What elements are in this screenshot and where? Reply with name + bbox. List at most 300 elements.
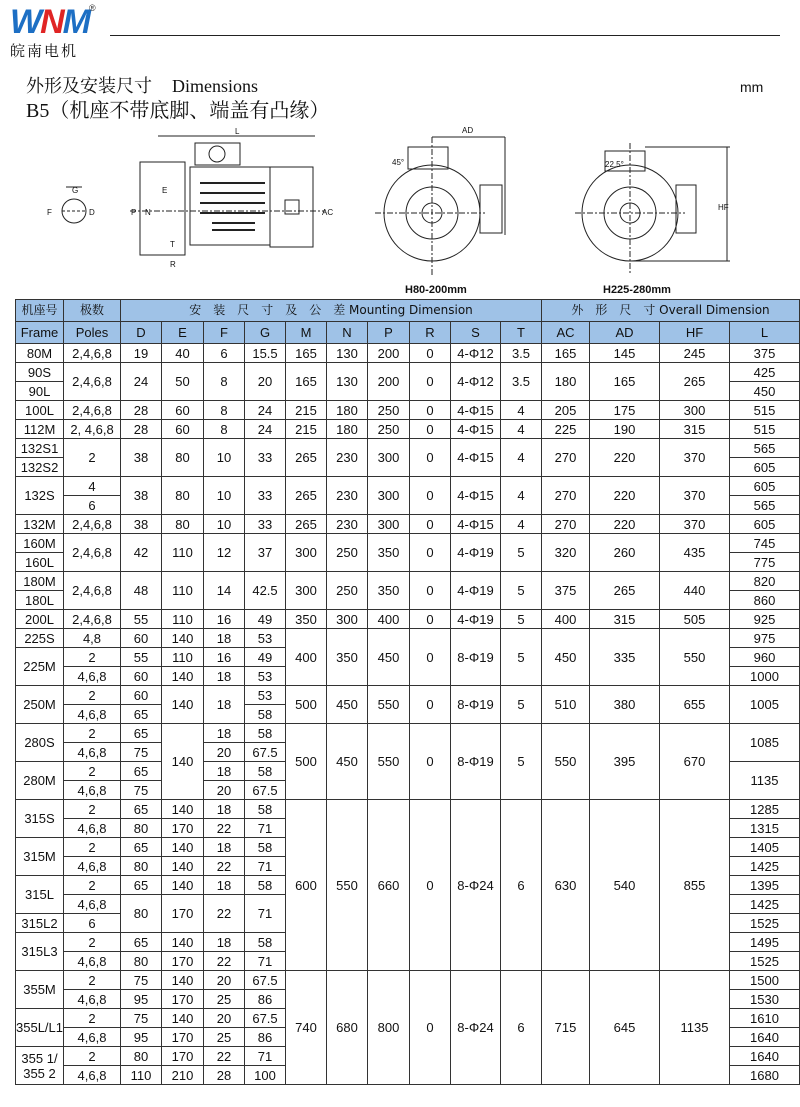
table-cell: 605 [730, 458, 800, 477]
table-cell: 370 [660, 515, 730, 534]
logo-m: M [62, 3, 89, 41]
table-cell: 60 [121, 686, 162, 705]
table-cell: 75 [121, 743, 162, 762]
table-cell: 375 [730, 344, 800, 363]
label-l: L [235, 127, 240, 136]
table-cell: 60 [162, 401, 204, 420]
table-cell: 65 [121, 876, 162, 895]
table-cell: 4-Φ19 [451, 610, 501, 629]
table-cell: 375 [542, 572, 590, 610]
table-cell: 18 [204, 838, 245, 857]
table-cell: 450 [368, 629, 410, 686]
motor-dimension-drawings [0, 115, 800, 295]
table-cell: 645 [590, 971, 660, 1085]
table-cell: 630 [542, 800, 590, 971]
column-header-f: F [204, 322, 245, 344]
table-cell: 20 [204, 971, 245, 990]
table-cell: 4-Φ19 [451, 534, 501, 572]
table-cell: 450 [327, 724, 368, 800]
table-cell: 215 [286, 401, 327, 420]
table-cell: 2 [64, 1009, 121, 1028]
table-cell: 4-Φ12 [451, 363, 501, 401]
table-cell: 225S [16, 629, 64, 648]
table-cell: 180 [327, 401, 368, 420]
table-cell: 90L [16, 382, 64, 401]
table-cell: 18 [204, 762, 245, 781]
table-cell: 71 [245, 857, 286, 876]
table-cell: 270 [542, 515, 590, 534]
logo-n: N [40, 3, 63, 41]
table-cell: 8-Φ19 [451, 686, 501, 724]
table-cell: 80 [121, 819, 162, 838]
table-cell: 67.5 [245, 781, 286, 800]
table-cell: 6 [501, 800, 542, 971]
section-title [26, 76, 258, 97]
table-cell: 80 [121, 1047, 162, 1066]
table-cell: 250 [327, 534, 368, 572]
table-cell: 1525 [730, 952, 800, 971]
table-cell: 145 [590, 344, 660, 363]
table-cell: 370 [660, 477, 730, 515]
table-row [16, 572, 800, 591]
table-cell: 265 [590, 572, 660, 610]
table-cell: 58 [245, 933, 286, 952]
table-cell: 132S [16, 477, 64, 515]
table-row [16, 515, 800, 534]
table-cell: 1530 [730, 990, 800, 1009]
table-cell: 2 [64, 800, 121, 819]
column-header-r: R [410, 322, 451, 344]
table-cell: 280M [16, 762, 64, 800]
table-cell: 4,6,8 [64, 819, 121, 838]
table-cell: 550 [660, 629, 730, 686]
table-cell: 4 [501, 439, 542, 477]
table-cell: 71 [245, 952, 286, 971]
table-cell: 130 [327, 344, 368, 363]
table-cell: 140 [162, 800, 204, 819]
column-header-e: E [162, 322, 204, 344]
table-cell: 65 [121, 724, 162, 743]
table-row [16, 420, 800, 439]
table-cell: 0 [410, 477, 451, 515]
table-cell: 25 [204, 990, 245, 1009]
table-cell: 5 [501, 724, 542, 800]
table-cell: 18 [204, 686, 245, 724]
label-n: N [145, 208, 151, 217]
table-cell: 14 [204, 572, 245, 610]
table-cell: 1610 [730, 1009, 800, 1028]
table-cell: 2 [64, 439, 121, 477]
table-cell: 20 [204, 743, 245, 762]
table-cell: 220 [590, 515, 660, 534]
table-cell: 5 [501, 534, 542, 572]
table-cell: 58 [245, 838, 286, 857]
table-cell: 42.5 [245, 572, 286, 610]
table-row [16, 724, 800, 743]
table-cell: 1135 [660, 971, 730, 1085]
table-cell: 2 [64, 762, 121, 781]
table-cell: 800 [368, 971, 410, 1085]
table-cell: 1005 [730, 686, 800, 724]
table-cell: 4,8 [64, 629, 121, 648]
table-cell: 605 [730, 477, 800, 496]
table-cell: 80 [121, 895, 162, 933]
table-cell: 200 [368, 344, 410, 363]
table-cell: 165 [542, 344, 590, 363]
table-cell: 300 [368, 477, 410, 515]
table-cell: 655 [660, 686, 730, 724]
title-en: Dimensions [172, 76, 259, 96]
table-cell: 140 [162, 724, 204, 800]
table-cell: 4 [501, 477, 542, 515]
label-f: F [47, 208, 52, 217]
table-cell: 24 [121, 363, 162, 401]
table-cell: 4,6,8 [64, 781, 121, 800]
table-cell: 205 [542, 401, 590, 420]
table-cell: 67.5 [245, 743, 286, 762]
table-cell: 2 [64, 971, 121, 990]
table-cell: 0 [410, 439, 451, 477]
table-cell: 75 [121, 781, 162, 800]
table-cell: 33 [245, 515, 286, 534]
table-cell: 315 [660, 420, 730, 439]
table-cell: 425 [730, 363, 800, 382]
table-cell: 210 [162, 1066, 204, 1085]
front-view-large-drawing [575, 143, 730, 275]
table-cell: 2 [64, 724, 121, 743]
table-cell: 2,4,6,8 [64, 401, 121, 420]
table-row [16, 401, 800, 420]
table-cell: 265 [660, 363, 730, 401]
table-cell: 75 [121, 971, 162, 990]
table-cell: 6 [64, 496, 121, 515]
table-cell: 170 [162, 895, 204, 933]
table-cell: 160L [16, 553, 64, 572]
table-cell: 180L [16, 591, 64, 610]
table-cell: 18 [204, 876, 245, 895]
table-cell: 65 [121, 800, 162, 819]
table-cell: 80 [162, 439, 204, 477]
label-ac: AC [322, 208, 334, 217]
table-cell: 110 [121, 1066, 162, 1085]
table-cell: 48 [121, 572, 162, 610]
table-cell: 8-Φ19 [451, 629, 501, 686]
table-cell: 270 [542, 439, 590, 477]
section-subtitle: B5（机座不带底脚、端盖有凸缘） [26, 100, 330, 122]
table-cell: 58 [245, 800, 286, 819]
table-cell: 4 [64, 477, 121, 496]
table-cell: 190 [590, 420, 660, 439]
table-cell: 110 [162, 534, 204, 572]
table-cell: 40 [162, 344, 204, 363]
table-row [16, 686, 800, 705]
table-cell: 22 [204, 857, 245, 876]
column-header-t: T [501, 322, 542, 344]
table-cell: 165 [590, 363, 660, 401]
table-cell: 170 [162, 1028, 204, 1047]
table-cell: 71 [245, 819, 286, 838]
table-cell: 5 [501, 610, 542, 629]
table-cell: 140 [162, 686, 204, 724]
table-cell: 2, 4,6,8 [64, 420, 121, 439]
table-cell: 53 [245, 629, 286, 648]
table-cell: 58 [245, 876, 286, 895]
table-cell: 4-Φ15 [451, 401, 501, 420]
table-cell: 855 [660, 800, 730, 971]
table-cell: 170 [162, 952, 204, 971]
table-cell: 90S [16, 363, 64, 382]
table-cell: 80 [121, 857, 162, 876]
table-cell: 18 [204, 724, 245, 743]
table-cell: 58 [245, 705, 286, 724]
table-cell: 22 [204, 895, 245, 933]
table-cell: 86 [245, 990, 286, 1009]
table-cell: 2,4,6,8 [64, 515, 121, 534]
table-cell: 60 [121, 667, 162, 686]
table-cell: 2 [64, 838, 121, 857]
table-cell: 165 [286, 363, 327, 401]
table-cell: 200L [16, 610, 64, 629]
table-row [16, 363, 800, 382]
table-cell: 740 [286, 971, 327, 1085]
column-header-g: G [245, 322, 286, 344]
table-cell: 435 [660, 534, 730, 572]
shaft-section-drawing [47, 186, 95, 223]
label-p: P [131, 208, 137, 217]
table-cell: 250M [16, 686, 64, 724]
table-cell: 1500 [730, 971, 800, 990]
table-cell: 220 [590, 477, 660, 515]
table-cell: 80 [162, 477, 204, 515]
table-row [16, 800, 800, 819]
table-cell: 440 [660, 572, 730, 610]
table-cell: 315 [590, 610, 660, 629]
table-cell: 660 [368, 800, 410, 971]
table-cell: 6 [501, 971, 542, 1085]
table-cell: 65 [121, 762, 162, 781]
table-cell: 42 [121, 534, 162, 572]
column-header-hf: HF [660, 322, 730, 344]
table-cell: 175 [590, 401, 660, 420]
table-cell: 170 [162, 1047, 204, 1066]
table-cell: 2,4,6,8 [64, 534, 121, 572]
front-view-small-drawing [375, 126, 505, 275]
title-cn: 外形及安装尺寸 [26, 76, 152, 96]
table-cell: 16 [204, 610, 245, 629]
table-cell: 315L [16, 876, 64, 914]
table-cell: 1285 [730, 800, 800, 819]
table-cell: 8-Φ24 [451, 800, 501, 971]
table-cell: 49 [245, 610, 286, 629]
table-cell: 2,4,6,8 [64, 610, 121, 629]
table-cell: 112M [16, 420, 64, 439]
unit-label: mm [740, 79, 764, 95]
table-cell: 1640 [730, 1047, 800, 1066]
table-cell: 4-Φ19 [451, 572, 501, 610]
table-cell: 20 [204, 781, 245, 800]
table-cell: 8 [204, 420, 245, 439]
table-cell: 350 [368, 572, 410, 610]
table-cell: 0 [410, 610, 451, 629]
table-cell: 2,4,6,8 [64, 344, 121, 363]
table-cell: 670 [660, 724, 730, 800]
table-cell: 315M [16, 838, 64, 876]
table-cell: 4-Φ15 [451, 420, 501, 439]
table-cell: 4 [501, 401, 542, 420]
table-cell: 6 [64, 914, 121, 933]
table-row [16, 439, 800, 458]
table-cell: 515 [730, 401, 800, 420]
table-cell: 140 [162, 876, 204, 895]
table-cell: 8 [204, 401, 245, 420]
table-cell: 55 [121, 610, 162, 629]
table-cell: 65 [121, 933, 162, 952]
table-cell: 860 [730, 591, 800, 610]
table-cell: 10 [204, 439, 245, 477]
table-cell: 71 [245, 1047, 286, 1066]
table-cell: 1395 [730, 876, 800, 895]
table-cell: 260 [590, 534, 660, 572]
table-cell: 1135 [730, 762, 800, 800]
table-cell: 2 [64, 933, 121, 952]
table-cell: 300 [660, 401, 730, 420]
table-cell: 245 [660, 344, 730, 363]
table-cell: 250 [327, 572, 368, 610]
table-cell: 300 [286, 572, 327, 610]
table-cell: 315S [16, 800, 64, 838]
column-header-s: S [451, 322, 501, 344]
table-row [16, 477, 800, 496]
table-row [16, 344, 800, 363]
table-cell: 215 [286, 420, 327, 439]
table-cell: 22 [204, 819, 245, 838]
table-cell: 605 [730, 515, 800, 534]
table-cell: 71 [245, 895, 286, 933]
table-cell: 680 [327, 971, 368, 1085]
table-cell: 10 [204, 515, 245, 534]
table-cell: 1425 [730, 857, 800, 876]
caption-h225-280: H225-280mm [603, 284, 671, 296]
table-cell: 380 [590, 686, 660, 724]
table-cell: 0 [410, 800, 451, 971]
label-e: E [162, 186, 168, 195]
table-cell: 50 [162, 363, 204, 401]
table-cell: 2 [64, 1047, 121, 1066]
table-cell: 4,6,8 [64, 1066, 121, 1085]
table-cell: 55 [121, 648, 162, 667]
table-cell: 600 [286, 800, 327, 971]
header-mounting-dimension: 安 装 尺 寸 及 公 差 Mounting Dimension [121, 300, 542, 322]
table-cell: 95 [121, 990, 162, 1009]
header-overall-dimension: 外 形 尺 寸 Overall Dimension [542, 300, 800, 322]
registered-mark: ® [88, 3, 94, 13]
table-cell: 225M [16, 648, 64, 686]
table-cell: 18 [204, 800, 245, 819]
table-cell: 4,6,8 [64, 952, 121, 971]
table-cell: 715 [542, 971, 590, 1085]
table-cell: 355M [16, 971, 64, 1009]
table-cell: 400 [368, 610, 410, 629]
table-cell: 65 [121, 705, 162, 724]
table-cell: 5 [501, 572, 542, 610]
table-cell: 25 [204, 1028, 245, 1047]
caption-h80-200: H80-200mm [405, 284, 467, 296]
table-cell: 95 [121, 1028, 162, 1047]
table-cell: 20 [245, 363, 286, 401]
label-ad: AD [462, 126, 474, 135]
table-cell: 4,6,8 [64, 895, 121, 914]
table-cell: 132S2 [16, 458, 64, 477]
label-g: G [72, 186, 79, 195]
table-cell: 0 [410, 629, 451, 686]
table-cell: 225 [542, 420, 590, 439]
table-cell: 33 [245, 439, 286, 477]
table-cell: 37 [245, 534, 286, 572]
table-cell: 450 [730, 382, 800, 401]
table-cell: 22 [204, 1047, 245, 1066]
table-cell: 165 [286, 344, 327, 363]
table-cell: 0 [410, 724, 451, 800]
table-cell: 500 [286, 686, 327, 724]
table-cell: 820 [730, 572, 800, 591]
table-cell: 400 [542, 610, 590, 629]
table-cell: 550 [327, 800, 368, 971]
table-cell: 60 [121, 629, 162, 648]
table-cell: 4,6,8 [64, 1028, 121, 1047]
table-cell: 140 [162, 933, 204, 952]
table-cell: 4,6,8 [64, 857, 121, 876]
table-cell: 370 [660, 439, 730, 477]
table-cell: 515 [730, 420, 800, 439]
table-cell: 160M [16, 534, 64, 553]
table-cell: 200 [368, 363, 410, 401]
table-cell: 350 [368, 534, 410, 572]
table-cell: 38 [121, 439, 162, 477]
table-cell: 22 [204, 952, 245, 971]
table-cell: 350 [286, 610, 327, 629]
table-cell: 15.5 [245, 344, 286, 363]
table-cell: 0 [410, 686, 451, 724]
column-header-m: M [286, 322, 327, 344]
table-cell: 510 [542, 686, 590, 724]
table-cell: 300 [286, 534, 327, 572]
table-cell: 180 [542, 363, 590, 401]
header-poles-cn: 极数 [64, 300, 121, 322]
table-cell: 1525 [730, 914, 800, 933]
table-cell: 4,6,8 [64, 667, 121, 686]
table-cell: 12 [204, 534, 245, 572]
header-frame-cn: 机座号 [16, 300, 64, 322]
table-cell: 400 [286, 629, 327, 686]
table-cell: 53 [245, 686, 286, 705]
table-cell: 110 [162, 610, 204, 629]
column-header-poles: Poles [64, 322, 121, 344]
table-cell: 38 [121, 477, 162, 515]
label-hf: HF [718, 203, 729, 212]
table-cell: 4,6,8 [64, 990, 121, 1009]
table-cell: 18 [204, 933, 245, 952]
table-cell: 140 [162, 838, 204, 857]
table-cell: 250 [368, 420, 410, 439]
table-cell: 132S1 [16, 439, 64, 458]
table-cell: 80 [162, 515, 204, 534]
table-cell: 540 [590, 800, 660, 971]
table-cell: 86 [245, 1028, 286, 1047]
table-cell: 2 [64, 686, 121, 705]
table-cell: 1640 [730, 1028, 800, 1047]
table-cell: 1085 [730, 724, 800, 762]
table-cell: 132M [16, 515, 64, 534]
